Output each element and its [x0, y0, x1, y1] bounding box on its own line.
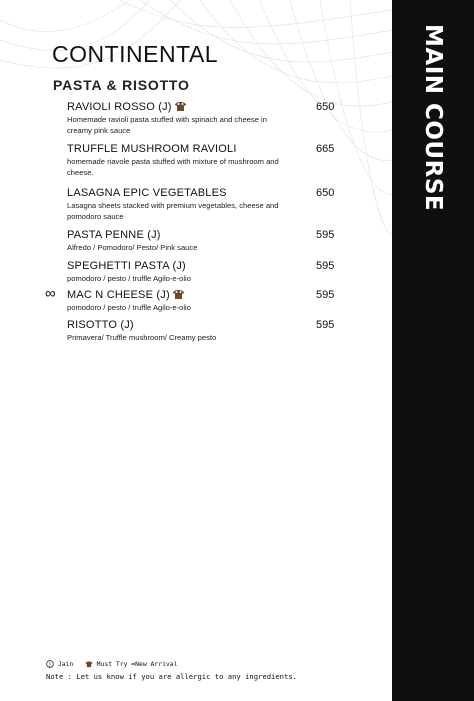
infinity-icon: ∞: [131, 660, 136, 668]
item-description: Alfredo / Pomodoro/ Pesto/ Pink sauce: [67, 243, 198, 252]
item-description: Primavera/ Truffle mushroom/ Creamy pesto: [67, 333, 217, 342]
jain-icon: [46, 660, 54, 668]
item-description: Lasagna sheets stacked with premium vegetables, cheese and pomodoro sauce: [67, 201, 279, 221]
svg-text:J: J: [49, 662, 51, 668]
allergy-note: Note : Let us know if you are allergic to any ingredients.: [46, 672, 297, 681]
item-name: LASAGNA EPIC VEGETABLES: [67, 187, 227, 199]
item-name: SPEGHETTI PASTA (J): [67, 260, 186, 272]
page-title: CONTINENTAL: [52, 41, 219, 67]
legend-jain-label: Jain: [57, 660, 74, 668]
item-price: 650: [316, 187, 335, 199]
item-name: MAC N CHEESE (J): [67, 289, 170, 301]
item-description: pomodoro / pesto / truffle Agilo-e-olio: [67, 303, 191, 312]
section-title: PASTA & RISOTTO: [53, 77, 190, 93]
item-name: RAVIOLI ROSSO (J): [67, 101, 172, 113]
sidebar-title: MAIN COURSE: [420, 24, 446, 212]
item-name: PASTA PENNE (J): [67, 229, 161, 241]
item-price: 595: [316, 319, 335, 331]
legend-new-arrival-label: New Arrival: [135, 660, 178, 668]
item-price: 665: [316, 143, 335, 155]
item-description: homemade riavole pasta stuffed with mixture of mushroom and cheese.: [67, 157, 279, 177]
legend: [46, 660, 177, 668]
item-price: 595: [316, 229, 335, 241]
item-price: 595: [316, 289, 335, 301]
main-course-sidebar: [392, 0, 474, 701]
must-try-icon: [85, 660, 93, 668]
legend-must-try-label: Must Try: [96, 660, 128, 668]
item-price: 595: [316, 260, 335, 272]
item-price: 650: [316, 101, 335, 113]
item-description: Homemade ravioli pasta stuffed with spinach and cheese in creamy pink sauce: [67, 115, 267, 135]
infinity-icon: ∞: [45, 285, 56, 302]
must-try-icon: [174, 100, 187, 112]
item-description: pomodoro / pesto / truffle Agilo-e-olio: [67, 274, 191, 283]
item-name: RISOTTO (J): [67, 319, 134, 331]
item-name: TRUFFLE MUSHROOM RAVIOLI: [67, 143, 237, 155]
must-try-icon: [172, 288, 185, 300]
